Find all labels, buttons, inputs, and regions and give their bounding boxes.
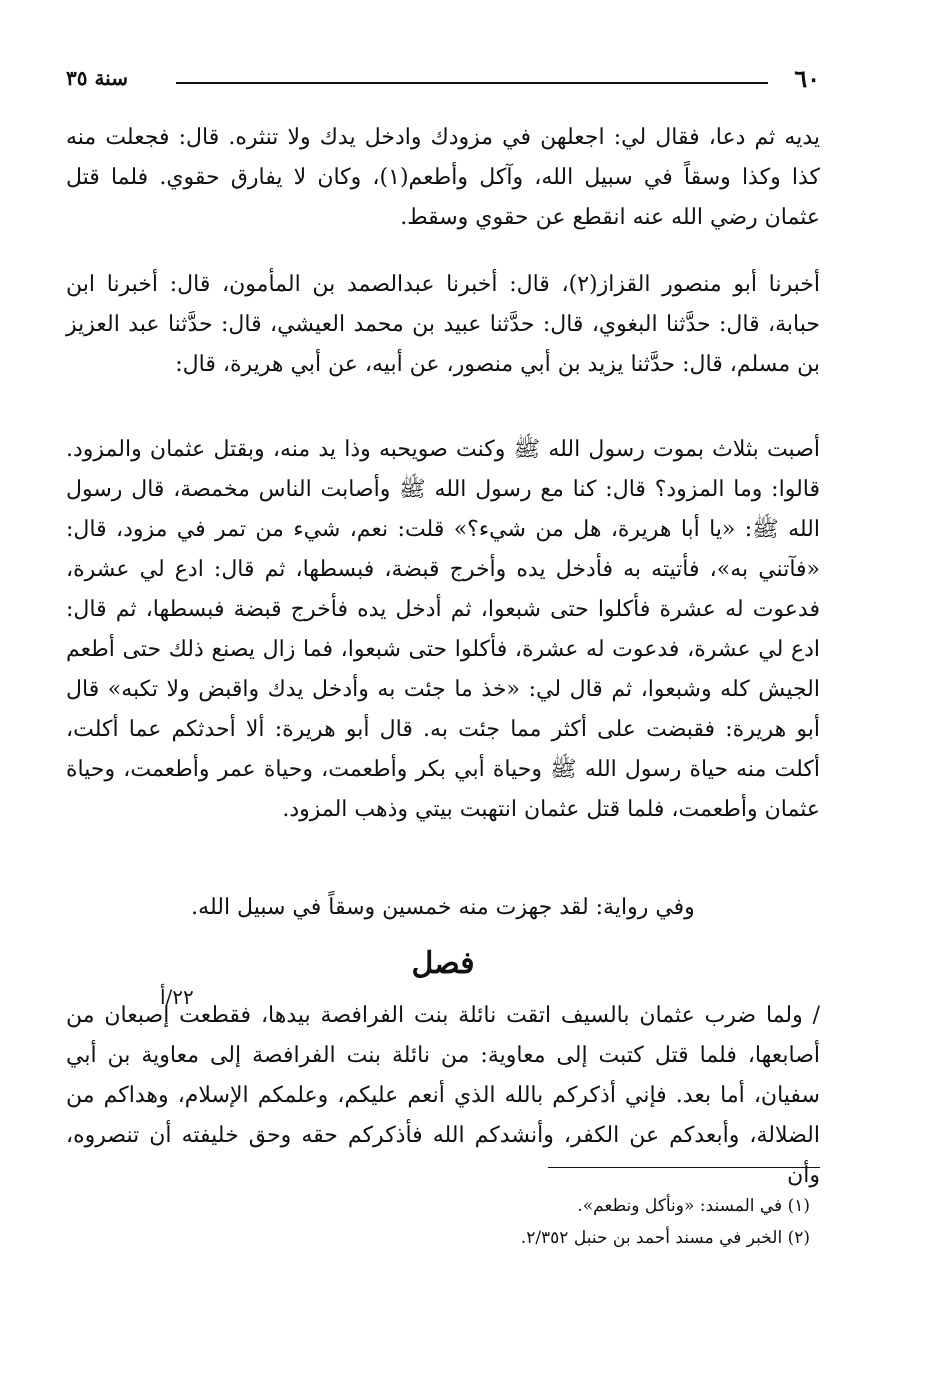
footnote-2: (٢) الخبر في مسند أحمد بن حنبل ٢/٣٥٢. [520, 1228, 810, 1248]
paragraph-hadith: أصبت بثلاث بموت رسول الله ﷺ وكنت صويحبه وذا يد منه، وبقتل عثمان والمزود. قالوا: وما المزود؟ قال: كنا مع رسول الله ﷺ وأصابت الناس مخمصة، قال رسول الله ﷺ: «يا أبا هريرة، هل من شيء؟» قلت: نعم، شيء من تمر في مزود، قال: «فآتني به»، فأتيته به فأدخل يده وأخرج قبضة، فبسطها، ثم قال: ادع لي عشرة، فدعوت له عشرة فأكلوا حتى شبعوا، ثم أدخل يده فأخرج قبضة فبسطها، ثم قال: ادع لي عشرة، فدعوت له عشرة، فأكلوا حتى شبعوا، فما زال يصنع ذلك حتى أطعم الجيش كله وشبعوا، ثم قال لي: «خذ ما جئت به وأدخل يدك واقبض ولا تكبه» قال أبو هريرة: فقبضت على أكثر مما جئت به. قال أبو هريرة: ألا أحدثكم عما أكلت، أكلت منه حياة رسول الله ﷺ وحياة أبي بكر وأطعمت، وحياة عمر وأطعمت، وحياة عثمان وأطعمت، فلما قتل عثمان انتهبت بيتي وذهب المزود. [66, 437, 820, 822]
footnote-1: (١) في المسند: «ونأكل ونطعم». [577, 1196, 810, 1216]
paragraph-1: يديه ثم دعا، فقال لي: اجعلهن في مزودك وادخل يدك ولا تنثره. قال: فجعلت منه كذا وكذا وسقاً في سبيل الله، وآكل وأطعم(١)، وكان لا يفارق حقوي. فلما قتل عثمان رضي الله عنه انقطع عن حقوي وسقط. [66, 125, 820, 230]
paragraph-isnad: أخبرنا أبو منصور القزاز(٢)، قال: أخبرنا عبدالصمد بن المأمون، قال: أخبرنا ابن حبابة، قال: حدَّثنا البغوي، قال: حدَّثنا عبيد بن محمد العيشي، قال: حدَّثنا عبد العزيز بن مسلم، قال: حدَّثنا يزيد بن أبي منصور، عن أبيه، عن أبي هريرة، قال: [66, 272, 820, 377]
page-number: ٦٠ [794, 64, 820, 93]
header-rule [176, 82, 768, 84]
section-title: فصل [411, 946, 475, 981]
footnotes [66, 1190, 810, 1254]
paragraph-riwaya: وفي رواية: لقد جهزت منه خمسين وسقاً في سبيل الله. [191, 895, 695, 920]
running-head-year: سنة ٣٥ [66, 66, 128, 90]
manuscript-folio-ref: ٢٢/أ [160, 985, 194, 1009]
page-header [66, 64, 820, 98]
paragraph-section: / ولما ضرب عثمان بالسيف اتقت نائلة بنت الفرافصة بيدها، فقطعت إصبعان من أصابعها، فلما قتل كتبت إلى معاوية: من نائلة بنت الفرافصة إلى معاوية بن أبي سفيان، أما بعد. فإني أذكركم بالله الذي أنعم عليكم، وعلمكم الإسلام، وهداكم من الضلالة، وأبعدكم عن الكفر، وأنشدكم الله فأذكركم حقه وحق خليفته أن تنصروه، وأن [66, 1003, 820, 1188]
footnote-rule [548, 1167, 820, 1168]
